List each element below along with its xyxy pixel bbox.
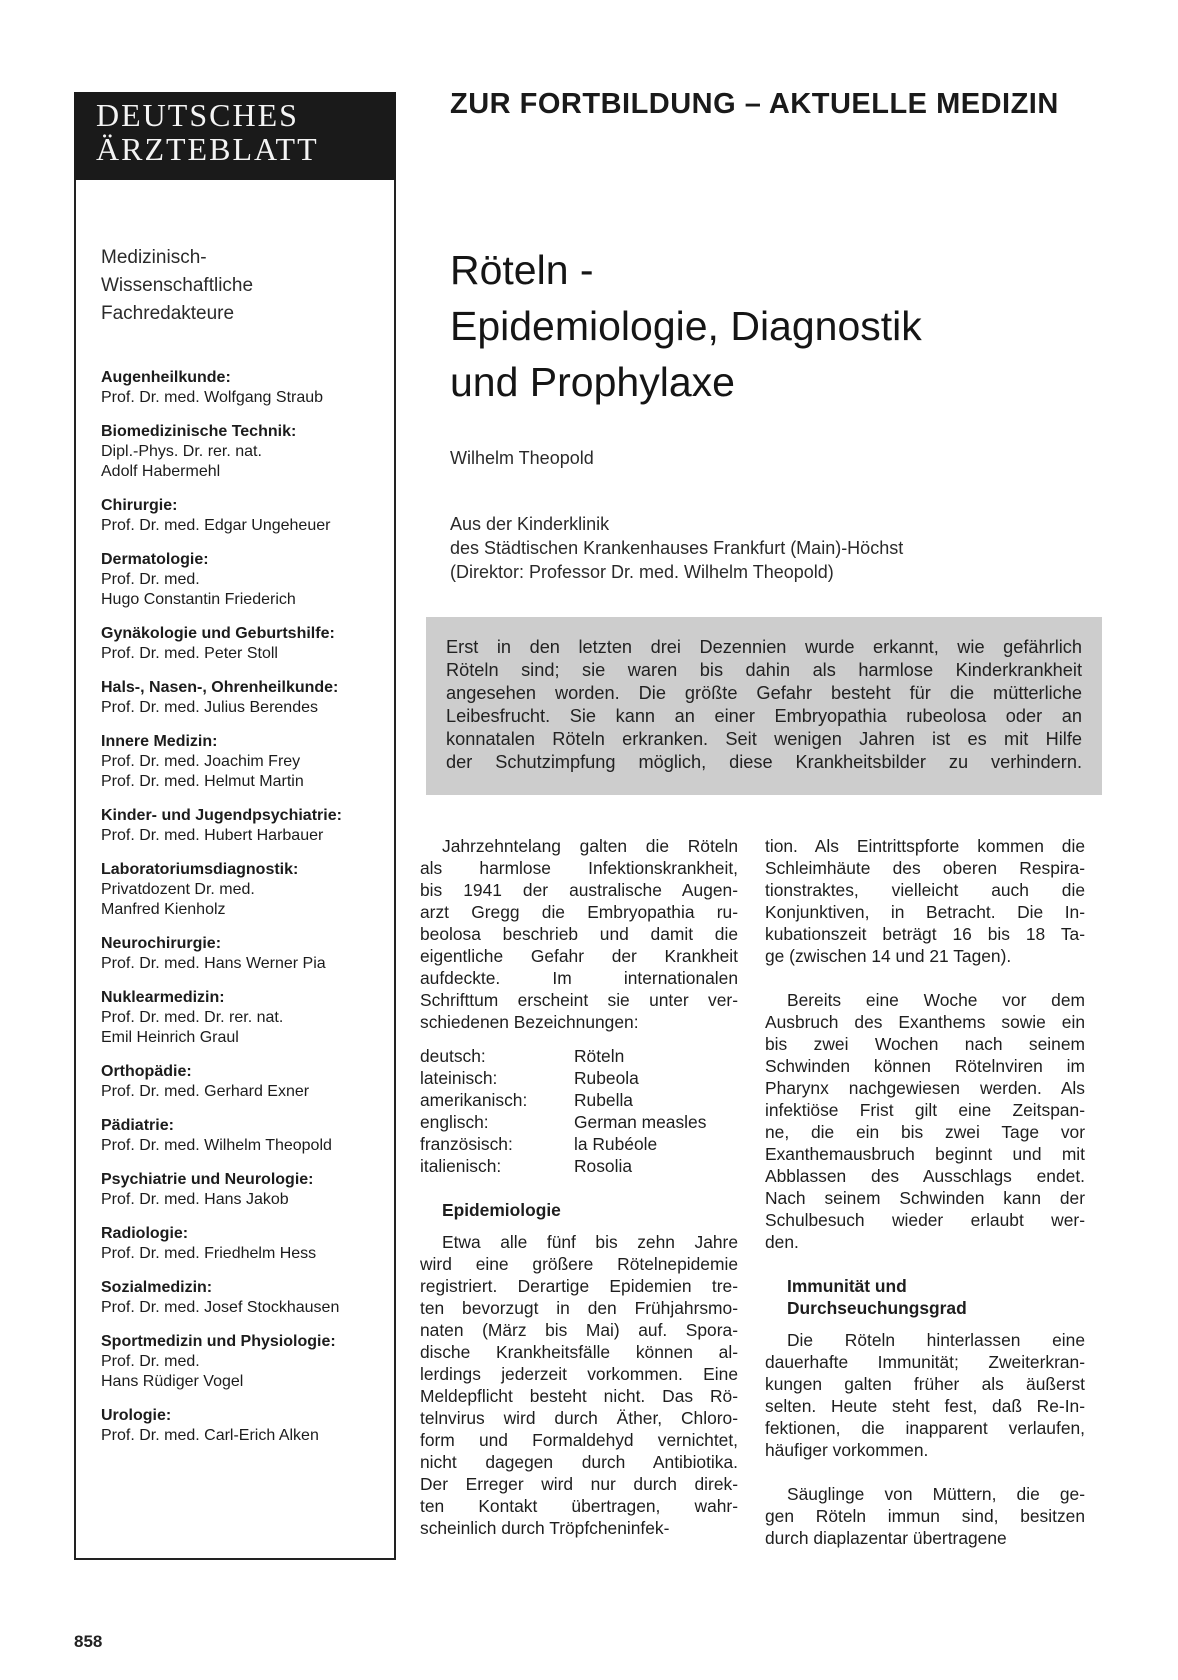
editor-entry [101,934,391,974]
editor-specialty: Nuklearmedizin: [101,989,225,1006]
editor-name: Prof. Dr. med. Hans Jakob [101,1191,289,1208]
text-line: Jahrzehntelang galten die Röteln [442,836,738,856]
synonym-language: lateinisch: [420,1068,498,1088]
editor-specialty: Pädiatrie: [101,1117,174,1134]
editor-name: Prof. Dr. med. Dr. rer. nat. [101,1009,284,1026]
intro-paragraph [420,835,738,1033]
text-line: Bereits eine Woche vor dem [787,990,1085,1010]
article-title [450,242,1110,410]
text-line: kubationszeit beträgt 16 bis 18 Ta- [765,924,1085,944]
text-line: form und Formaldehyd vernichtet, [420,1430,738,1450]
text-line: registriert. Derartige Epidemien tre- [420,1276,738,1296]
synonym-language: italienisch: [420,1156,502,1176]
paragraph-immunity [765,1329,1085,1461]
text-line: ge (zwischen 14 und 21 Tagen). [765,946,1012,966]
editor-name: Prof. Dr. med. Hubert Harbauer [101,827,324,844]
synonym-row [420,1045,738,1067]
editor-name: Hugo Constantin Friederich [101,591,296,608]
article-author: Wilhelm Theopold [450,448,594,468]
epidemiologie-paragraph [420,1231,738,1539]
editor-name: Prof. Dr. med. Edgar Ungeheuer [101,517,331,534]
text-line: häufiger vorkommen. [765,1440,929,1460]
editor-entry [101,1406,391,1446]
editor-entry [101,988,391,1048]
editor-name: Adolf Habermehl [101,463,221,480]
synonym-term: Röteln [574,1046,625,1066]
abstract-box [426,617,1102,795]
editor-name: Prof. Dr. med. Wolfgang Straub [101,389,324,406]
editor-name: Manfred Kienholz [101,901,226,918]
synonym-row [420,1067,738,1089]
synonym-term: Rosolia [574,1156,632,1176]
editor-name: Prof. Dr. med. Peter Stoll [101,645,278,662]
synonym-table [420,1045,738,1177]
editor-specialty: Radiologie: [101,1225,189,1242]
abstract-line: der Schutzimpfung möglich, diese Krankheitsbilder zu verhindern. [446,752,1082,772]
section-title: ZUR FORTBILDUNG – AKTUELLE MEDIZIN [450,88,1059,120]
text-line: nicht dagegen durch Antibiotika. [420,1452,738,1472]
editor-entry [101,1224,391,1264]
heading-epidemiologie: Epidemiologie [442,1200,561,1220]
synonym-language: englisch: [420,1112,489,1132]
text-line: wird eine größere Rötelnepidemie [420,1254,738,1274]
text-line: ne, die ein bis zwei Tage vor [765,1122,1085,1142]
editor-entry [101,1062,391,1102]
article-title-line: und Prophylaxe [450,359,735,405]
text-line: fektionen, die inapparent verlaufen, [765,1418,1085,1438]
text-line: scheinlich durch Tröpfcheninfek- [420,1518,670,1538]
body-column-left [420,835,738,1539]
editor-entry [101,860,391,920]
editor-name: Dipl.-Phys. Dr. rer. nat. [101,443,262,460]
paragraph-infectious-period [765,989,1085,1253]
text-line: Pharynx nachgewiesen werden. Als [765,1078,1085,1098]
text-line: naten (März bis Mai) auf. Spora- [420,1320,738,1340]
editor-entry [101,1116,391,1156]
affiliation-line: des Städtischen Krankenhauses Frankfurt (Main)-Höchst [450,538,904,558]
text-line: Konjunktiven, in Betracht. Die In- [765,902,1085,922]
text-line: Meldepflicht besteht nicht. Das Rö- [420,1386,738,1406]
abstract-line: konnatalen Röteln erkranken. Seit wenigen Jahren ist es mit Hilfe [446,729,1082,749]
text-line: arzt Gregg die Embryopathia ru- [420,902,738,922]
affiliation-line: (Direktor: Professor Dr. med. Wilhelm Theopold) [450,562,834,582]
editor-entry [101,1170,391,1210]
text-line: Nach seinem Schwinden kann der [765,1188,1085,1208]
text-line: durch diaplazentar übertragene [765,1528,1007,1548]
editor-name: Prof. Dr. med. [101,1353,200,1370]
editor-specialty: Biomedizinische Technik: [101,423,297,440]
editor-list [101,368,391,1460]
masthead-logo [74,92,396,180]
text-line: Schulbesuch wieder erlaubt wer- [765,1210,1085,1230]
text-line: Etwa alle fünf bis zehn Jahre [442,1232,738,1252]
editor-entry [101,806,391,846]
synonym-language: französisch: [420,1134,513,1154]
masthead-line-2: ÄRZTEBLATT [96,131,319,167]
editor-name: Prof. Dr. med. Helmut Martin [101,773,304,790]
text-line: lerdings jederzeit vorkommen. Eine [420,1364,738,1384]
text-line: Schwinden können Rötelnviren im [765,1056,1085,1076]
text-line: eigentliche Gefahr der Krankheit [420,946,738,966]
editor-name: Prof. Dr. med. Wilhelm Theopold [101,1137,332,1154]
sidebar-heading-line: Wissenschaftliche [101,275,254,296]
page-number: 858 [74,1632,103,1651]
affiliation-line: Aus der Kinderklinik [450,514,610,534]
text-line: ten Kontakt übertragen, wahr- [420,1496,738,1516]
editor-entry [101,422,391,482]
editor-name: Prof. Dr. med. Joachim Frey [101,753,301,770]
abstract-line: Erst in den letzten drei Dezennien wurde erkannt, wie gefährlich [446,637,1082,657]
editor-specialty: Psychiatrie und Neurologie: [101,1171,314,1188]
editor-name: Prof. Dr. med. Gerhard Exner [101,1083,310,1100]
editor-entry [101,624,391,664]
synonym-language: deutsch: [420,1046,486,1066]
editor-specialty: Dermatologie: [101,551,209,568]
text-line: schiedenen Bezeichnungen: [420,1012,639,1032]
article-title-line: Epidemiologie, Diagnostik [450,303,922,349]
sidebar-heading-line: Fachredakteure [101,303,235,324]
synonym-row [420,1133,738,1155]
editor-entry [101,732,391,792]
abstract-line: Röteln sind; sie waren bis dahin als harmlose Kinderkrankheit [446,660,1082,680]
text-line: Schleimhäute des oberen Respira- [765,858,1085,878]
body-column-right [765,835,1085,1549]
editor-specialty: Urologie: [101,1407,172,1424]
text-line: infektiöse Frist gilt eine Zeitspan- [765,1100,1085,1120]
text-line: als harmlose Infektionskrankheit, [420,858,738,878]
synonym-term: German measles [574,1112,707,1132]
synonym-row [420,1155,738,1177]
editor-name: Emil Heinrich Graul [101,1029,239,1046]
editor-entry [101,550,391,610]
editor-name: Prof. Dr. med. Hans Werner Pia [101,955,326,972]
synonym-row [420,1089,738,1111]
synonym-row [420,1111,738,1133]
text-line: bis 1941 der australische Augen- [420,880,738,900]
text-line: ten bevorzugt in den Frühjahrsmo- [420,1298,738,1318]
text-line: bis zwei Wochen nach seinem [765,1034,1085,1054]
text-line: den. [765,1232,799,1252]
editor-entry [101,1332,391,1392]
editor-specialty: Neurochirurgie: [101,935,222,952]
heading-immunitaet-line-2: Durchseuchungsgrad [787,1298,967,1318]
paragraph-infants [765,1483,1085,1549]
sidebar-heading [101,244,381,328]
editor-name: Privatdozent Dr. med. [101,881,255,898]
article-title-line: Röteln - [450,247,594,293]
text-line: tionstraktes, vielleicht auch die [765,880,1085,900]
editor-name: Prof. Dr. med. Julius Berendes [101,699,318,716]
text-line: aufdeckte. Im internationalen [420,968,738,988]
synonym-language: amerikanisch: [420,1090,528,1110]
text-line: telnvirus wird durch Äther, Chloro- [420,1408,738,1428]
abstract-line: Leibesfrucht. Sie kann an einer Embryopathia rubeolosa oder an [446,706,1082,726]
editor-name: Prof. Dr. med. Carl-Erich Alken [101,1427,319,1444]
text-line: dauerhafte Immunität; Zweiterkran- [765,1352,1085,1372]
text-line: Abblassen des Ausschlags endet. [765,1166,1085,1186]
article-affiliation [450,512,903,584]
editor-name: Prof. Dr. med. [101,571,200,588]
synonym-term: la Rubéole [574,1134,658,1154]
text-line: Exanthemausbruch beginnt und mit [765,1144,1085,1164]
text-line: gen Röteln immun sind, besitzen [765,1506,1085,1526]
editor-specialty: Sportmedizin und Physiologie: [101,1333,336,1350]
editor-specialty: Laboratoriumsdiagnostik: [101,861,299,878]
text-line: Der Erreger wird nur durch direk- [420,1474,738,1494]
text-line: Ausbruch des Exanthems sowie ein [765,1012,1085,1032]
editor-entry [101,1278,391,1318]
editor-specialty: Chirurgie: [101,497,178,514]
editor-entry [101,496,391,536]
editor-specialty: Kinder- und Jugendpsychiatrie: [101,807,342,824]
heading-immunitaet: Immunität und [787,1276,907,1296]
editor-name: Prof. Dr. med. Friedhelm Hess [101,1245,317,1262]
paragraph-incubation [765,835,1085,967]
text-line: tion. Als Eintrittspforte kommen die [765,836,1085,856]
sidebar-heading-line: Medizinisch- [101,247,207,268]
editor-specialty: Sozialmedizin: [101,1279,213,1296]
text-line: selten. Heute steht fest, daß Re-In- [765,1396,1085,1416]
editor-specialty: Innere Medizin: [101,733,218,750]
editor-entry [101,678,391,718]
synonym-term: Rubeola [574,1068,639,1088]
text-line: Schrifttum erscheint sie unter ver- [420,990,738,1010]
editor-name: Prof. Dr. med. Josef Stockhausen [101,1299,340,1316]
editor-entry [101,368,391,408]
text-line: Säuglinge von Müttern, die ge- [787,1484,1085,1504]
editor-specialty: Gynäkologie und Geburtshilfe: [101,625,335,642]
synonym-term: Rubella [574,1090,633,1110]
editor-specialty: Orthopädie: [101,1063,192,1080]
text-line: kungen galten früher als äußerst [765,1374,1085,1394]
abstract-line: angesehen worden. Die größte Gefahr besteht für die mütterliche [446,683,1082,703]
editor-specialty: Augenheilkunde: [101,369,231,386]
editor-specialty: Hals-, Nasen-, Ohrenheilkunde: [101,679,339,696]
masthead-line-1: DEUTSCHES [96,97,299,133]
text-line: beolosa beschrieb und damit die [420,924,738,944]
editor-name: Hans Rüdiger Vogel [101,1373,244,1390]
text-line: dische Krankheitsfälle können al- [420,1342,738,1362]
text-line: Die Röteln hinterlassen eine [787,1330,1085,1350]
